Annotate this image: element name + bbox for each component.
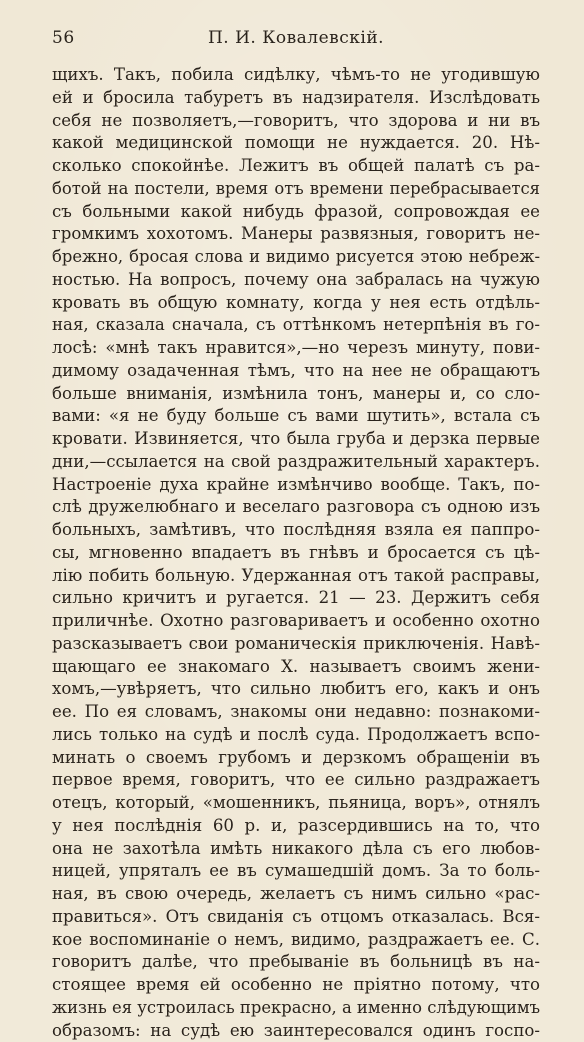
text-line: димому озадаченная тѣмъ, что на нее не обращаютъ bbox=[52, 360, 540, 383]
running-head: П. И. Ковалевскій. bbox=[52, 28, 540, 48]
text-line: щихъ. Такъ, побила сидѣлку, чѣмъ-то не угодившую bbox=[52, 64, 540, 87]
text-line: лись только на судѣ и послѣ суда. Продолжаетъ вспо- bbox=[52, 724, 540, 747]
text-line: ная, сказала сначала, съ оттѣнкомъ нетерпѣнія въ го- bbox=[52, 314, 540, 337]
text-line: стоящее время ей особенно не пріятно потому, что bbox=[52, 974, 540, 997]
text-line: она не захотѣла имѣть никакого дѣла съ его любов- bbox=[52, 838, 540, 861]
text-line: первое время, говоритъ, что ее сильно раздражаетъ bbox=[52, 769, 540, 792]
text-line: разсказываетъ свои романическія приключенія. Навѣ- bbox=[52, 633, 540, 656]
text-line: сы, мгновенно впадаетъ въ гнѣвъ и бросается съ цѣ- bbox=[52, 542, 540, 565]
text-line: лосѣ: «мнѣ такъ нравится»,—но черезъ минуту, пови- bbox=[52, 337, 540, 360]
text-line: ная, въ свою очередь, желаетъ съ нимъ сильно «рас- bbox=[52, 883, 540, 906]
text-line: правиться». Отъ свиданія съ отцомъ отказалась. Вся- bbox=[52, 906, 540, 929]
text-line: щающаго ее знакомаго Х. называетъ своимъ жени- bbox=[52, 656, 540, 679]
text-line: приличнѣе. Охотно разговариваетъ и особенно охотно bbox=[52, 610, 540, 633]
text-line: себя не позволяетъ,—говоритъ, что здорова и ни въ bbox=[52, 110, 540, 133]
text-line: громкимъ хохотомъ. Манеры развязныя, говоритъ не- bbox=[52, 223, 540, 246]
text-line: ее. По ея словамъ, знакомы они недавно: познакоми- bbox=[52, 701, 540, 724]
text-line: съ больными какой нибудь фразой, сопровождая ее bbox=[52, 201, 540, 224]
text-line: какой медицинской помощи не нуждается. 20. Нѣ- bbox=[52, 132, 540, 155]
text-line: слѣ дружелюбнаго и веселаго разговора съ одною изъ bbox=[52, 496, 540, 519]
text-line: ей и бросила табуретъ въ надзирателя. Изслѣдовать bbox=[52, 87, 540, 110]
text-line: сильно кричитъ и ругается. 21 — 23. Держитъ себя bbox=[52, 587, 540, 610]
text-line: говоритъ далѣе, что пребываніе въ больницѣ въ на- bbox=[52, 951, 540, 974]
text-line: ностью. На вопросъ, почему она забралась на чужую bbox=[52, 269, 540, 292]
text-line: ницей, упряталъ ее въ сумашедшій домъ. За то боль- bbox=[52, 860, 540, 883]
text-line: кровати. Извиняется, что была груба и дерзка первые bbox=[52, 428, 540, 451]
text-line: брежно, бросая слова и видимо рисуется этою небреж- bbox=[52, 246, 540, 269]
text-line: сколько спокойнѣе. Лежитъ въ общей палатѣ съ ра- bbox=[52, 155, 540, 178]
text-line: больше вниманія, измѣнила тонъ, манеры и, со сло- bbox=[52, 383, 540, 406]
body-text bbox=[52, 64, 540, 1042]
text-line: больныхъ, замѣтивъ, что послѣдняя взяла ея паппро- bbox=[52, 519, 540, 542]
text-line: вами: «я не буду больше съ вами шутить», встала съ bbox=[52, 405, 540, 428]
text-line: Настроеніе духа крайне измѣнчиво вообще. Такъ, по- bbox=[52, 474, 540, 497]
text-line: минать о своемъ грубомъ и дерзкомъ обращеніи въ bbox=[52, 747, 540, 770]
text-line: дни,—ссылается на свой раздражительный характеръ. bbox=[52, 451, 540, 474]
text-line: у нея послѣднія 60 р. и, разсердившись на то, что bbox=[52, 815, 540, 838]
text-line: хомъ,—увѣряетъ, что сильно любитъ его, какъ и онъ bbox=[52, 678, 540, 701]
text-line: кровать въ общую комнату, когда у нея есть отдѣль- bbox=[52, 292, 540, 315]
text-line: образомъ: на судѣ ею заинтересовался одинъ госпо- bbox=[52, 1020, 540, 1042]
text-line: ботой на постели, время отъ времени перебрасывается bbox=[52, 178, 540, 201]
text-line: жизнь ея устроилась прекрасно, а именно слѣдующимъ bbox=[52, 997, 540, 1020]
page-header bbox=[52, 28, 540, 54]
text-line: лію побить больную. Удержанная отъ такой расправы, bbox=[52, 565, 540, 588]
text-line: отецъ, который, «мошенникъ, пьяница, воръ», отнялъ bbox=[52, 792, 540, 815]
page-number: 56 bbox=[52, 28, 75, 48]
text-line: кое воспоминаніе о немъ, видимо, раздражаетъ ее. С. bbox=[52, 929, 540, 952]
